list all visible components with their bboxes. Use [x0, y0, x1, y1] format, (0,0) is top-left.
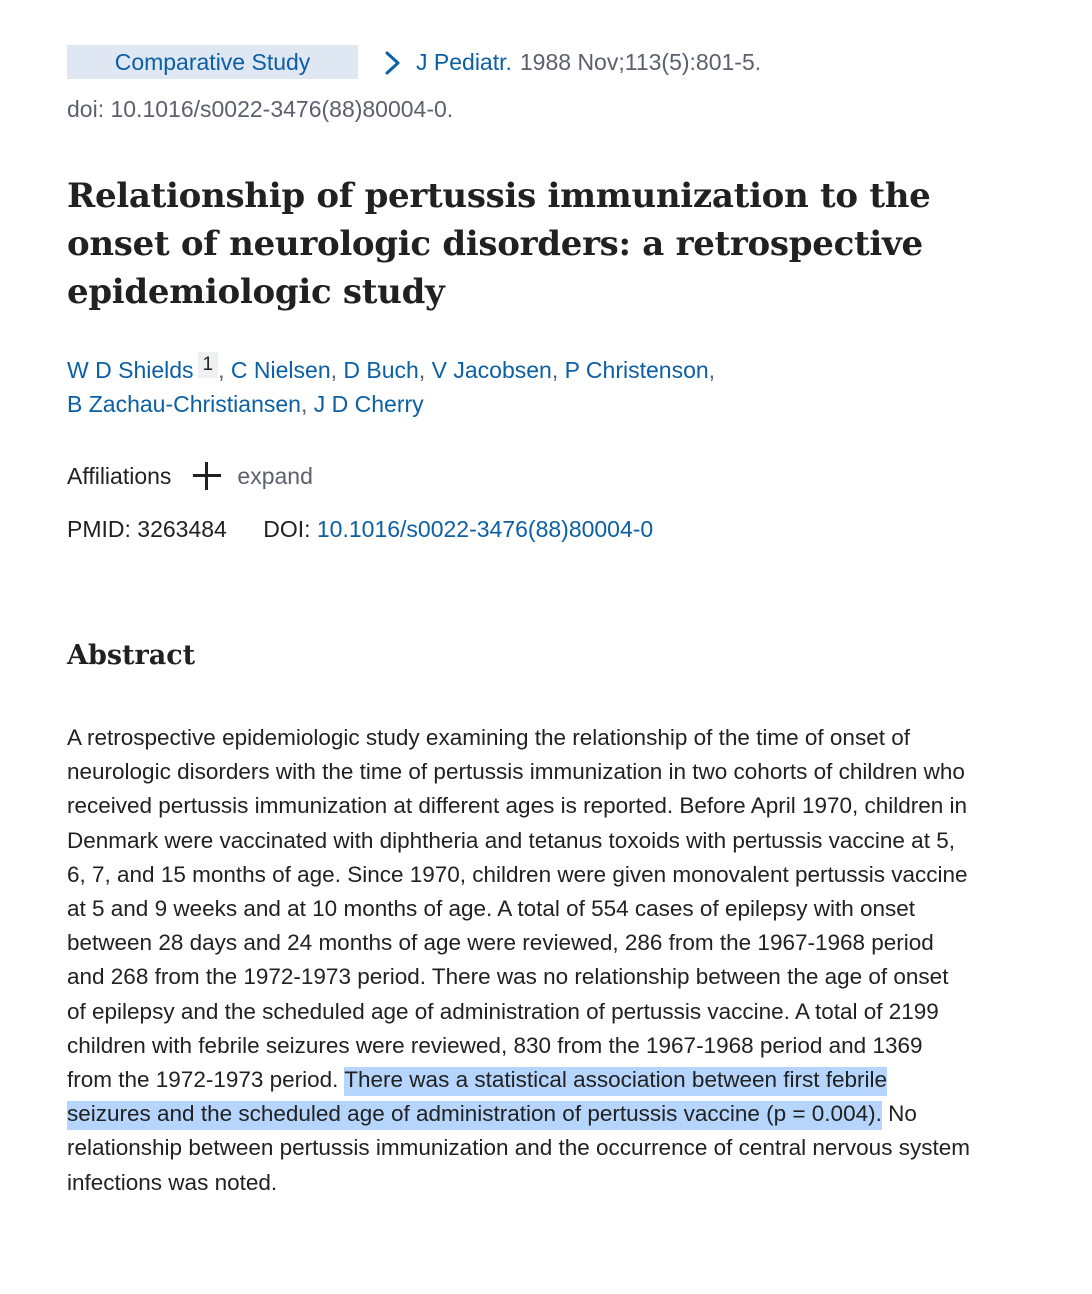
affiliations-label: Affiliations — [67, 462, 172, 489]
pmid-value: 3263484 — [137, 516, 227, 542]
selected-text-highlight: There was a statistical association between first febrile seizures and the scheduled age of administration of pertussis vaccine (p = 0.004). — [67, 1067, 887, 1130]
affiliations-row — [67, 462, 313, 490]
affiliation-ref[interactable]: 1 — [198, 352, 219, 378]
author-link[interactable]: W D Shields — [67, 357, 194, 383]
abstract-heading: Abstract — [67, 640, 196, 671]
author-list: W D Shields $^1$ , C Nielsen, D Buch, V Jacobsen, P Christenson, B Zachau-Christiansen, J D Cherry — [67, 354, 716, 417]
identifiers-row — [67, 516, 653, 543]
author-link[interactable]: J D Cherry — [313, 391, 424, 417]
doi-line: doi: 10.1016/s0022-3476(88)80004-0. — [67, 96, 454, 122]
abstract-text — [67, 721, 972, 1200]
doi-link[interactable]: 10.1016/s0022-3476(88)80004-0 — [316, 516, 654, 542]
publication-type-badge[interactable]: Comparative Study — [67, 45, 358, 79]
affiliations-expand-button[interactable]: expand — [237, 462, 313, 489]
author-link[interactable]: C Nielsen — [230, 357, 331, 383]
article-meta-row — [67, 45, 761, 79]
author-link[interactable]: B Zachau-Christiansen — [67, 391, 301, 417]
author-link[interactable]: V Jacobsen — [431, 357, 552, 383]
chevron-right-icon[interactable] — [382, 45, 414, 79]
author-link[interactable]: P Christenson — [564, 357, 709, 383]
article-title: Relationship of pertussis immunization to the onset of neurologic disorders: a retrospective epidemiologic study — [67, 176, 931, 312]
abstract-text-part: No relationship between pertussis immunization and the occurrence of central nervous system infections was noted. — [67, 1101, 970, 1195]
citation-text: 1988 Nov;113(5):801-5. — [519, 48, 762, 75]
doi-label: DOI: — [263, 516, 311, 542]
pmid-label: PMID: — [67, 516, 131, 542]
abstract-text-part: A retrospective epidemiologic study examining the relationship of the time of onset of neurologic disorders with the time of pertussis immunization in two cohorts of children who received pertussis immunization at different ages is reported. Before April 1970, children in Denmark were vaccinated with diphtheria and tetanus toxoids with pertussis vaccine at 5, 6, 7, and 15 months of age. Since 1970, children were given monovalent pertussis vaccine at 5 and 9 weeks and at 10 months of age. A total of 554 cases of epilepsy with onset between 28 days and 24 months of age were reviewed, 286 from the 1967-1968 period and 268 from the 1972-1973 period. There was no relationship between the age of onset of epilepsy and the scheduled age of administration of pertussis vaccine. A total of 2199 children with febrile seizures were reviewed, 830 from the 1967-1968 period and 1369 from the 1972-1973 period. — [67, 725, 968, 1093]
journal-link[interactable]: J Pediatr. — [416, 48, 512, 75]
author-link[interactable]: D Buch — [343, 357, 419, 383]
plus-icon[interactable] — [193, 462, 221, 490]
